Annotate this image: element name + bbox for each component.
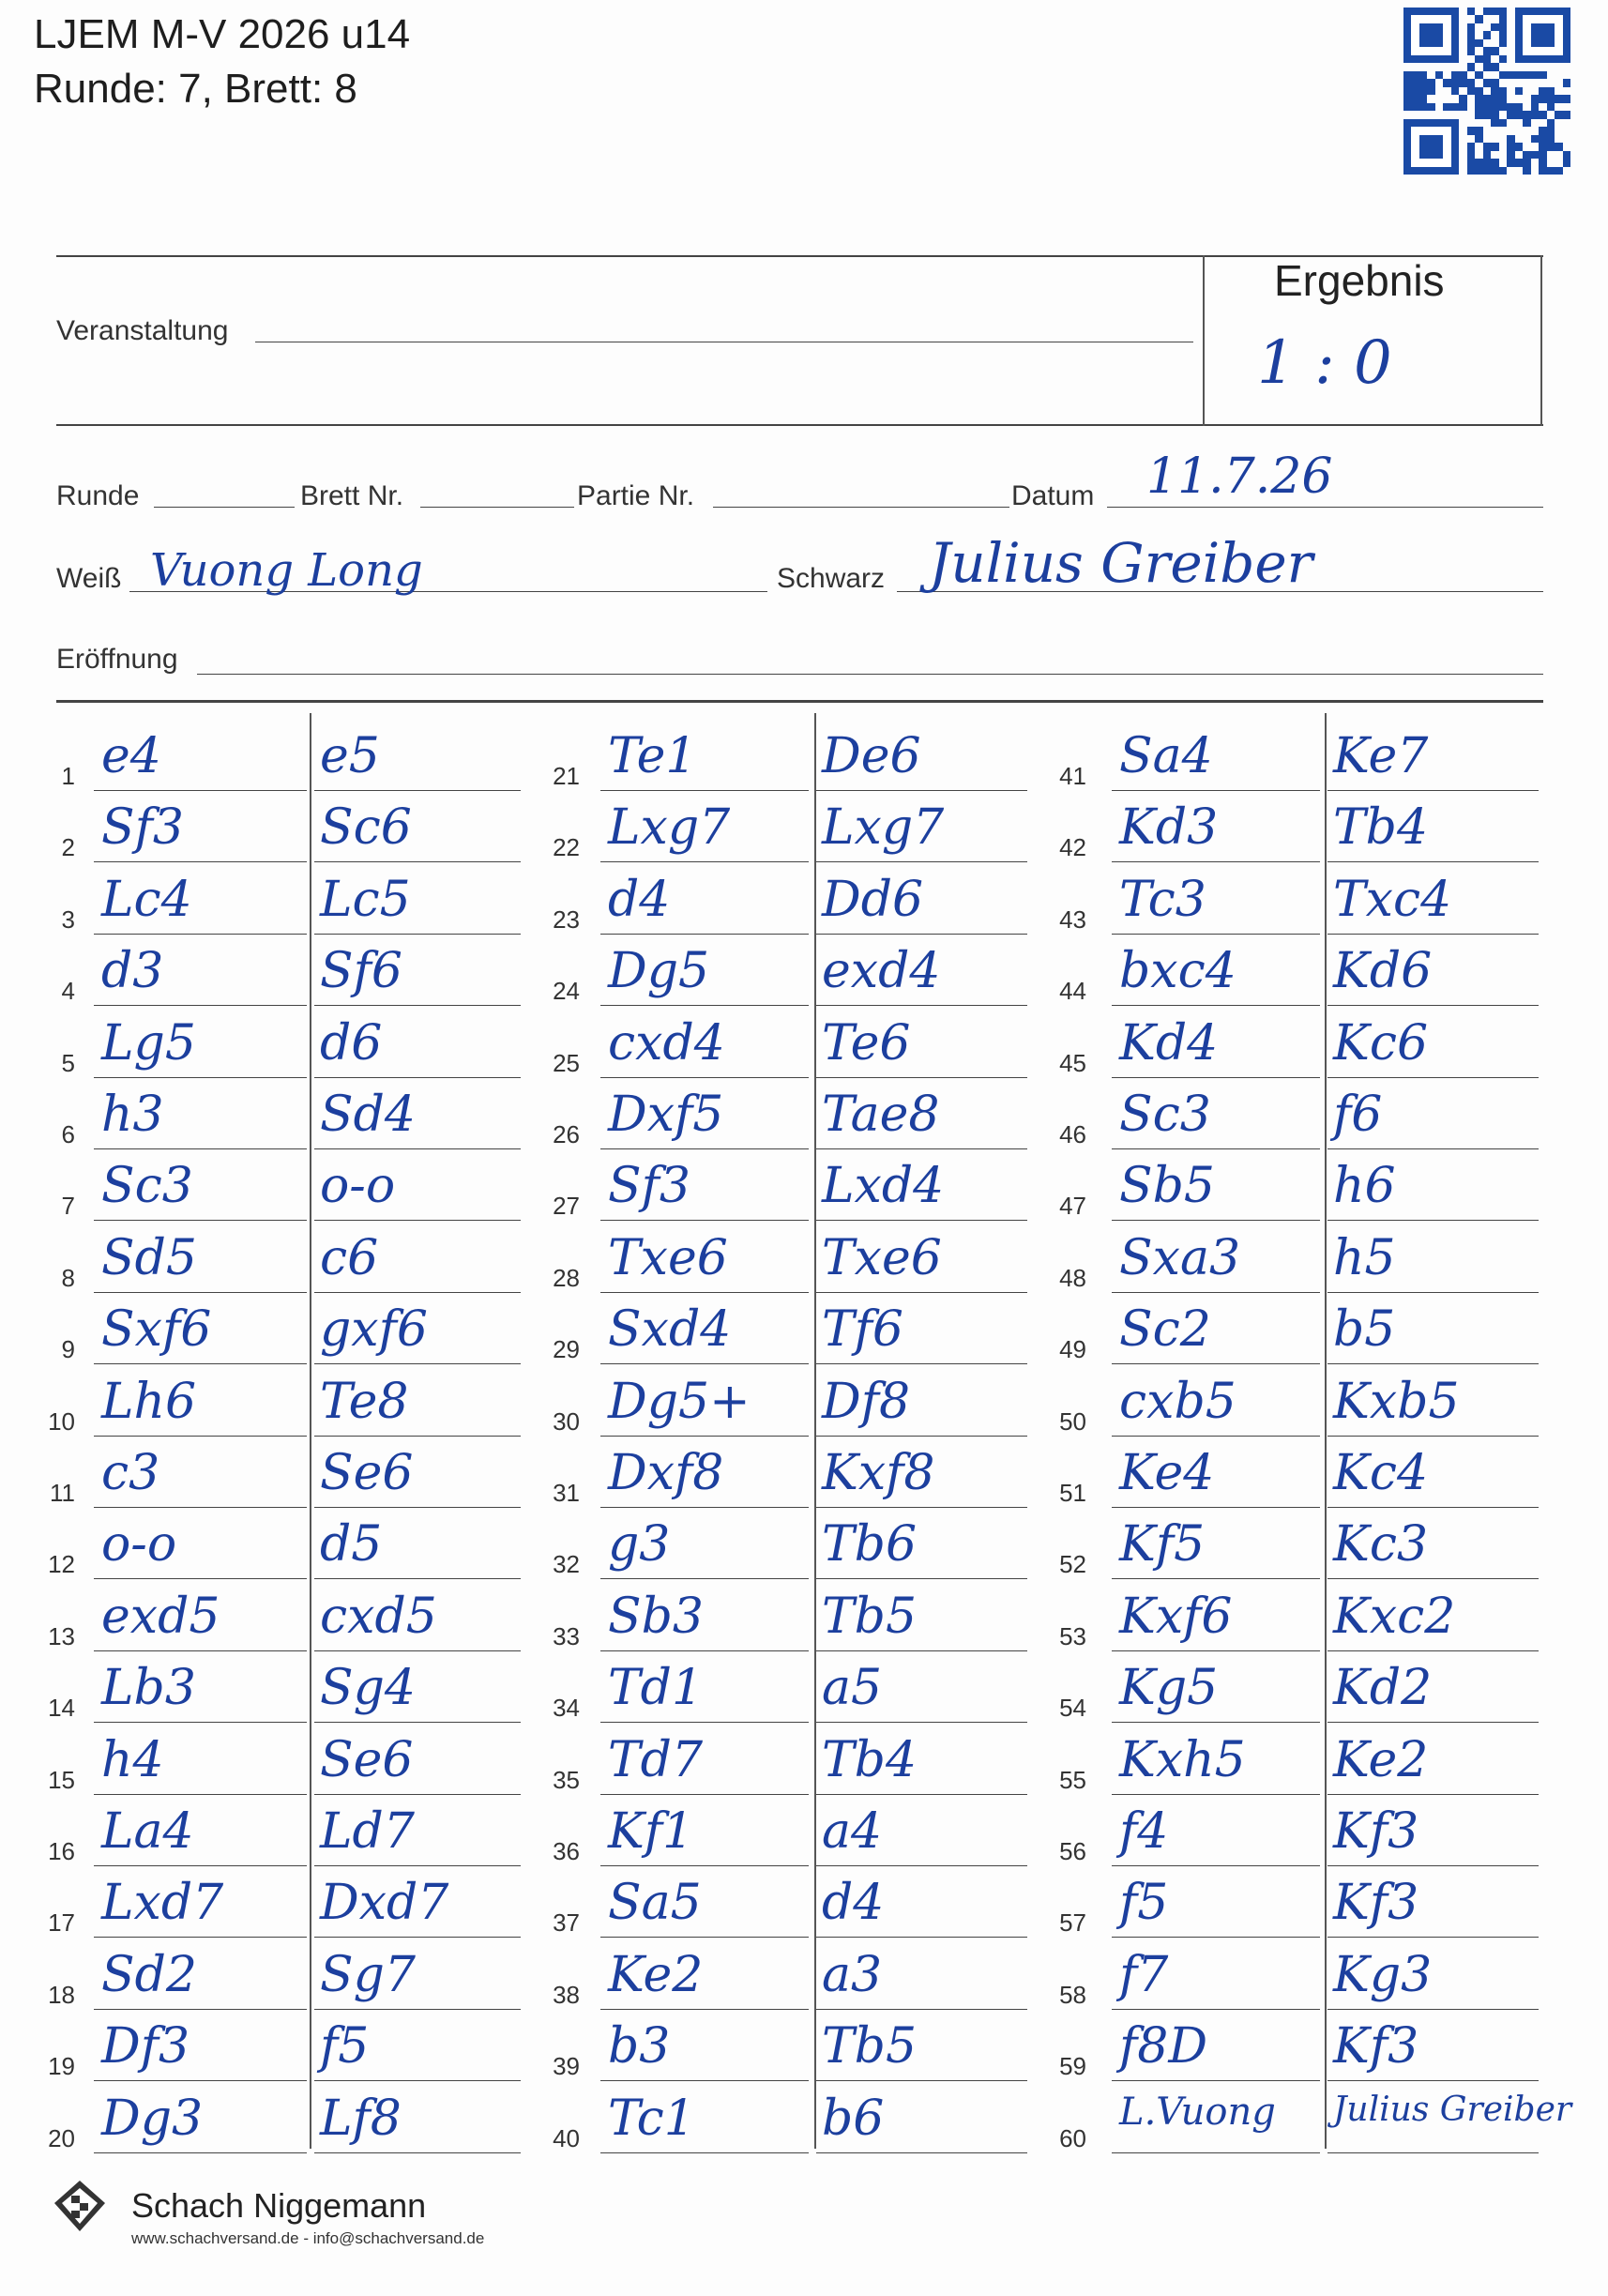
- white-move: c3: [101, 1445, 160, 1501]
- black-move: b6: [822, 2090, 885, 2147]
- white-move: Kg5: [1119, 1660, 1219, 1717]
- black-move: Tb5: [822, 1588, 918, 1645]
- move-number: 38: [553, 1980, 580, 2009]
- move-number: 17: [48, 1908, 75, 1938]
- white-move: Kd4: [1119, 1014, 1219, 1072]
- opening-label: Eröffnung: [56, 644, 178, 675]
- white-move: Sb5: [1119, 1158, 1215, 1215]
- black-move: Ke7: [1333, 728, 1429, 784]
- white-move: Ke4: [1119, 1445, 1215, 1501]
- black-move: a3: [822, 1946, 883, 2003]
- white-move: Sc3: [1119, 1087, 1211, 1143]
- move-number: 13: [48, 1621, 75, 1650]
- move-number: 23: [553, 905, 580, 934]
- move-number: 32: [553, 1550, 580, 1579]
- black-move: f6: [1333, 1087, 1383, 1143]
- black-move: Kg3: [1333, 1946, 1433, 2003]
- black-move: Sc6: [320, 799, 412, 857]
- black-move: Kf3: [1333, 1803, 1419, 1860]
- move-number: 25: [553, 1048, 580, 1077]
- move-number: 35: [553, 1765, 580, 1794]
- black-move: cxd5: [320, 1588, 437, 1645]
- black-move: Kxf8: [822, 1445, 935, 1501]
- white-move: e4: [101, 728, 161, 784]
- black-move: Ke2: [1333, 1731, 1429, 1788]
- move-number: 31: [553, 1479, 580, 1507]
- black-move: b5: [1333, 1301, 1396, 1359]
- white-move: Sa5: [608, 1875, 702, 1932]
- white-move: Sc3: [101, 1158, 193, 1215]
- white-move: Td7: [608, 1731, 704, 1788]
- move-number: 45: [1059, 1048, 1086, 1077]
- black-move: h5: [1333, 1229, 1396, 1286]
- white-move: Sf3: [608, 1158, 690, 1215]
- black-move: Dd6: [822, 871, 924, 928]
- white-move: Dxf5: [608, 1087, 724, 1143]
- white-label: Weiß: [56, 563, 122, 594]
- move-number: 46: [1059, 1120, 1086, 1148]
- black-move: c6: [320, 1229, 379, 1286]
- result-value: 1 : 0: [1257, 328, 1392, 398]
- white-move: f5: [1119, 1875, 1169, 1932]
- black-move: Kd6: [1333, 943, 1433, 1000]
- white-move: Dg5: [608, 943, 710, 1000]
- white-move: Sb3: [608, 1588, 704, 1645]
- move-number: 55: [1059, 1765, 1086, 1794]
- white-move: Txe6: [608, 1229, 728, 1286]
- white-move: Kf5: [1119, 1516, 1206, 1574]
- move-number: 60: [1059, 2123, 1086, 2152]
- black-move: Se6: [320, 1445, 414, 1501]
- black-move: Kxc2: [1333, 1588, 1456, 1645]
- black-move: Kc3: [1333, 1516, 1429, 1574]
- black-move: h6: [1333, 1158, 1396, 1215]
- move-number: 50: [1059, 1406, 1086, 1436]
- white-move: cxb5: [1119, 1373, 1236, 1430]
- move-number: 5: [61, 1048, 75, 1077]
- move-number: 6: [61, 1120, 75, 1148]
- move-number: 43: [1059, 905, 1086, 934]
- white-move: o-o: [101, 1516, 177, 1574]
- white-move: f7: [1119, 1946, 1169, 2003]
- white-move: Te1: [608, 728, 697, 784]
- move-number: 54: [1059, 1694, 1086, 1723]
- black-move: Tb5: [822, 2018, 918, 2076]
- move-number: 10: [48, 1406, 75, 1436]
- white-move: Sd5: [101, 1229, 197, 1286]
- date-value: 11.7.26: [1146, 449, 1333, 505]
- move-number: 18: [48, 1980, 75, 2009]
- move-number: 59: [1059, 2052, 1086, 2081]
- white-move: Tc1: [608, 2090, 695, 2147]
- move-number: 41: [1059, 762, 1086, 790]
- black-move: d4: [822, 1875, 885, 1932]
- black-move: Tb4: [1333, 799, 1429, 857]
- move-number: 9: [61, 1335, 75, 1364]
- black-move: Txc4: [1333, 871, 1452, 928]
- black-label: Schwarz: [777, 563, 886, 594]
- black-move: Lf8: [320, 2090, 402, 2147]
- move-number: 44: [1059, 977, 1086, 1006]
- white-move: Df3: [101, 2018, 190, 2076]
- move-number: 4: [61, 977, 75, 1006]
- black-move: Sf6: [320, 943, 402, 1000]
- black-move: Te6: [822, 1014, 911, 1072]
- black-move: Sg7: [320, 1946, 416, 2003]
- move-number: 16: [48, 1837, 75, 1865]
- move-number: 27: [553, 1192, 580, 1221]
- black-move: Dxd7: [320, 1875, 449, 1932]
- black-move: De6: [822, 728, 921, 784]
- move-number: 42: [1059, 833, 1086, 862]
- move-number: 14: [48, 1694, 75, 1723]
- white-move: Kxh5: [1119, 1731, 1246, 1788]
- black-move: Ld7: [320, 1803, 415, 1860]
- move-number: 56: [1059, 1837, 1086, 1865]
- move-number: 36: [553, 1837, 580, 1865]
- move-number: 40: [553, 2123, 580, 2152]
- black-move: Te8: [320, 1373, 409, 1430]
- white-move: Sxa3: [1119, 1229, 1241, 1286]
- brand-name: Schach Niggemann: [131, 2186, 427, 2225]
- black-move: Tb6: [822, 1516, 918, 1574]
- white-move: d4: [608, 871, 671, 928]
- move-number: 58: [1059, 1980, 1086, 2009]
- result-label: Ergebnis: [1274, 256, 1445, 305]
- white-move: Lh6: [101, 1373, 197, 1430]
- white-move: h3: [101, 1087, 164, 1143]
- black-move: f5: [320, 2018, 370, 2076]
- white-move: h4: [101, 1731, 164, 1788]
- black-move: Sd4: [320, 1087, 416, 1143]
- move-number: 52: [1059, 1550, 1086, 1579]
- white-move: Sf3: [101, 799, 184, 857]
- black-move: Df8: [822, 1373, 911, 1430]
- black-move: Lc5: [320, 871, 411, 928]
- black-move: o-o: [320, 1158, 396, 1215]
- black-move: Kd2: [1333, 1660, 1433, 1717]
- move-number: 19: [48, 2052, 75, 2081]
- black-move: Lxg7: [822, 799, 945, 857]
- move-number: 21: [553, 762, 580, 790]
- white-move: Lc4: [101, 871, 192, 928]
- round-label: Runde: [56, 480, 140, 511]
- move-number: 15: [48, 1765, 75, 1794]
- white-move: Lb3: [101, 1660, 196, 1717]
- black-move: Kf3: [1333, 1875, 1419, 1932]
- date-label: Datum: [1011, 480, 1095, 511]
- move-number: 7: [61, 1192, 75, 1221]
- white-move: Sd2: [101, 1946, 197, 2003]
- white-move: Lg5: [101, 1014, 196, 1072]
- black-move: Txe6: [822, 1229, 942, 1286]
- move-number: 30: [553, 1406, 580, 1436]
- white-move: Tc3: [1119, 871, 1206, 928]
- black-move: exd4: [822, 943, 941, 1000]
- white-move: cxd4: [608, 1014, 725, 1072]
- move-number: 24: [553, 977, 580, 1006]
- white-move: Kxf6: [1119, 1588, 1233, 1645]
- white-move: f8D: [1119, 2018, 1208, 2076]
- white-move: exd5: [101, 1588, 220, 1645]
- white-move: b3: [608, 2018, 671, 2076]
- white-move: Dxf8: [608, 1445, 724, 1501]
- move-number: 51: [1059, 1479, 1086, 1507]
- white-move: Kf1: [608, 1803, 694, 1860]
- game-label: Partie Nr.: [577, 480, 695, 511]
- brand-contact: www.schachversand.de - info@schachversand.de: [131, 2229, 485, 2247]
- black-move: d5: [320, 1516, 383, 1574]
- black-move: Sg4: [320, 1660, 416, 1717]
- white-move: Td1: [608, 1660, 704, 1717]
- white-move: La4: [101, 1803, 194, 1860]
- white-player-name: Vuong Long: [150, 544, 423, 597]
- black-move: Se6: [320, 1731, 414, 1788]
- white-move: Lxg7: [608, 799, 731, 857]
- white-move: f4: [1119, 1803, 1169, 1860]
- white-move: Sa4: [1119, 728, 1213, 784]
- black-move: Kxb5: [1333, 1373, 1460, 1430]
- move-number: 48: [1059, 1263, 1086, 1292]
- move-number: 57: [1059, 1908, 1086, 1938]
- black-move: Kf3: [1333, 2018, 1419, 2076]
- chess-logo-icon: [49, 2175, 111, 2237]
- white-move: g3: [608, 1516, 671, 1574]
- move-number: 12: [48, 1550, 75, 1579]
- white-move: Kd3: [1119, 799, 1219, 857]
- black-move: Lxd4: [822, 1158, 945, 1215]
- move-number: 1: [61, 762, 75, 790]
- move-number: 28: [553, 1263, 580, 1292]
- white-move: Ke2: [608, 1946, 704, 2003]
- white-move: Dg5+: [608, 1373, 751, 1430]
- move-number: 20: [48, 2123, 75, 2152]
- move-number: 8: [61, 1263, 75, 1292]
- white-move: L.Vuong: [1119, 2090, 1276, 2134]
- black-player-name: Julius Greiber: [929, 531, 1313, 595]
- white-move: Sxf6: [101, 1301, 212, 1359]
- move-number: 22: [553, 833, 580, 862]
- black-move: e5: [320, 728, 380, 784]
- black-move: d6: [320, 1014, 383, 1072]
- black-move: gxf6: [320, 1301, 428, 1359]
- black-move: Kc4: [1333, 1445, 1429, 1501]
- white-move: Sxd4: [608, 1301, 732, 1359]
- move-number: 29: [553, 1335, 580, 1364]
- black-move: a5: [822, 1660, 883, 1717]
- black-move: Julius Greiber: [1333, 2090, 1572, 2129]
- black-move: Kc6: [1333, 1014, 1429, 1072]
- event-header-line1: LJEM M-V 2026 u14: [34, 11, 411, 57]
- move-number: 34: [553, 1694, 580, 1723]
- round-board-header: Runde: 7, Brett: 8: [34, 66, 357, 112]
- white-move: Lxd7: [101, 1875, 224, 1932]
- white-move: d3: [101, 943, 164, 1000]
- black-move: Tf6: [822, 1301, 904, 1359]
- black-move: Tb4: [822, 1731, 918, 1788]
- move-number: 37: [553, 1908, 580, 1938]
- move-number: 2: [61, 833, 75, 862]
- black-move: Tae8: [822, 1087, 940, 1143]
- white-move: bxc4: [1119, 943, 1236, 1000]
- move-number: 53: [1059, 1621, 1086, 1650]
- white-move: Dg3: [101, 2090, 204, 2147]
- move-number: 39: [553, 2052, 580, 2081]
- move-number: 49: [1059, 1335, 1086, 1364]
- move-number: 3: [61, 905, 75, 934]
- board-label: Brett Nr.: [300, 480, 404, 511]
- black-move: a4: [822, 1803, 883, 1860]
- white-move: Sc2: [1119, 1301, 1211, 1359]
- move-number: 47: [1059, 1192, 1086, 1221]
- move-number: 33: [553, 1621, 580, 1650]
- event-label: Veranstaltung: [56, 315, 229, 346]
- move-number: 26: [553, 1120, 580, 1148]
- move-number: 11: [50, 1479, 75, 1507]
